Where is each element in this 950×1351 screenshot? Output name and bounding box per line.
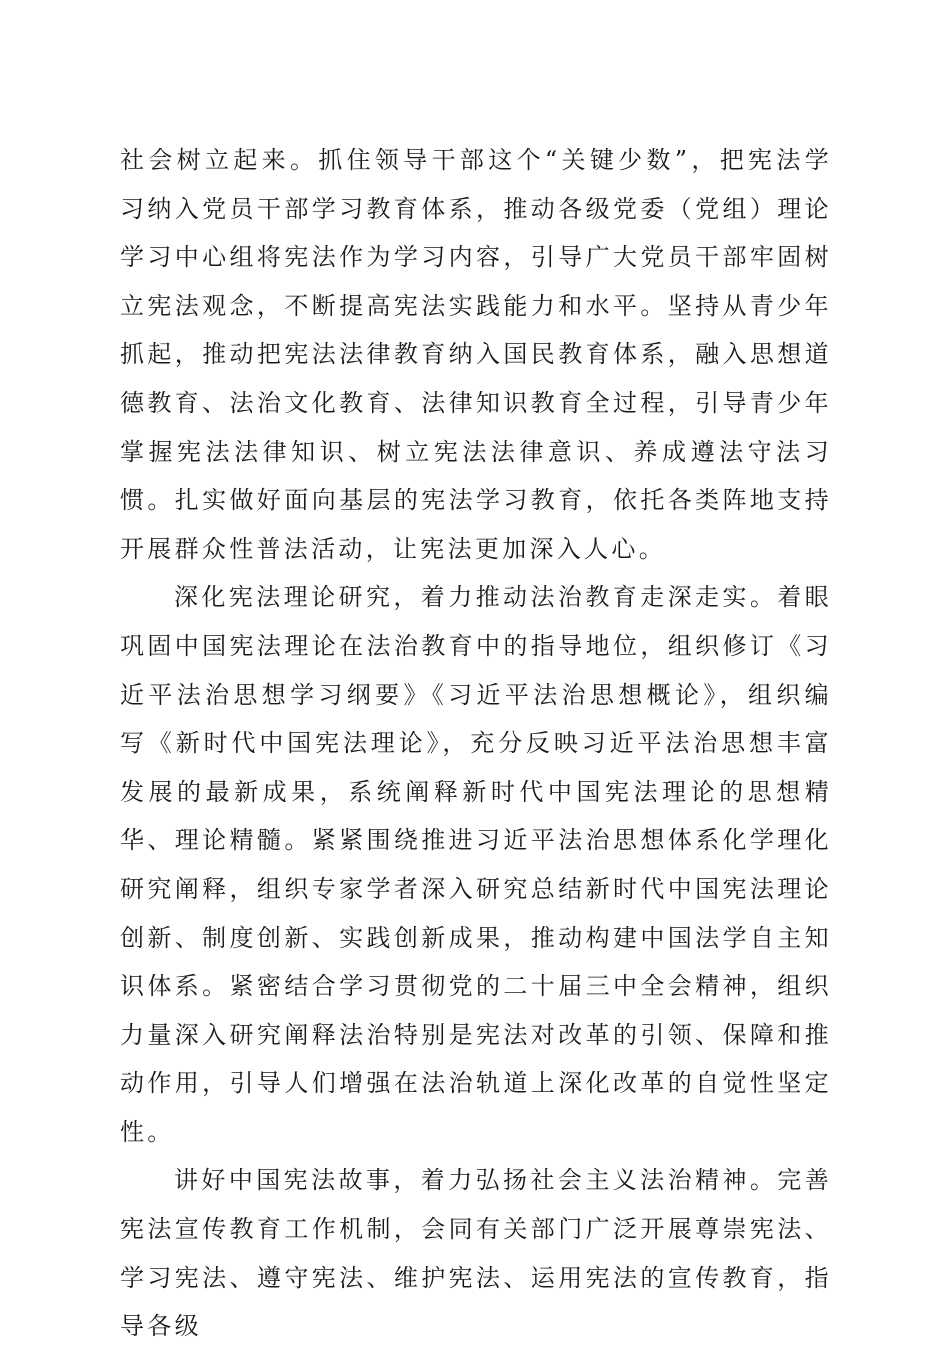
paragraph-theory-research: 深化宪法理论研究，着力推动法治教育走深走实。着眼巩固中国宪法理论在法治教育中的指导地位，组织修订《习近平法治思想学习纲要》《习近平法治思想概论》，组织编写《新时代中国宪法理论》，充分反映习近平法治思想丰富发展的最新成果，系统阐释新时代中国宪法理论的思想精华、理论精髓。紧紧围绕推进习近平法治思想体系化学理化研究阐释，组织专家学者深入研究总结新时代中国宪法理论创新、制度创新、实践创新成果，推动构建中国法学自主知识体系。紧密结合学习贯彻党的二十届三中全会精神，组织力量深入研究阐释法治特别是宪法对改革的引领、保障和推动作用，引导人们增强在法治轨道上深化改革的自觉性坚定性。	[120, 583, 832, 1146]
paragraph-continued: 社会树立起来。抓住领导干部这个“关键少数”，把宪法学习纳入党员干部学习教育体系，推动各级党委（党组）理论学习中心组将宪法作为学习内容，引导广大党员干部牢固树立宪法观念，不断提高宪法实践能力和水平。坚持从青少年抓起，推动把宪法法律教育纳入国民教育体系，融入思想道德教育、法治文化教育、法律知识教育全过程，引导青少年掌握宪法法律知识、树立宪法法律意识、养成遵法守法习惯。扎实做好面向基层的宪法学习教育，依托各类阵地支持开展群众性普法活动，让宪法更加深入人心。	[120, 146, 832, 563]
paragraph-constitution-stories: 讲好中国宪法故事，着力弘扬社会主义法治精神。完善宪法宣传教育工作机制，会同有关部门广泛开展尊崇宪法、学习宪法、遵守宪法、维护宪法、运用宪法的宣传教育，指导各级	[120, 1166, 832, 1341]
document-body	[120, 136, 832, 1351]
